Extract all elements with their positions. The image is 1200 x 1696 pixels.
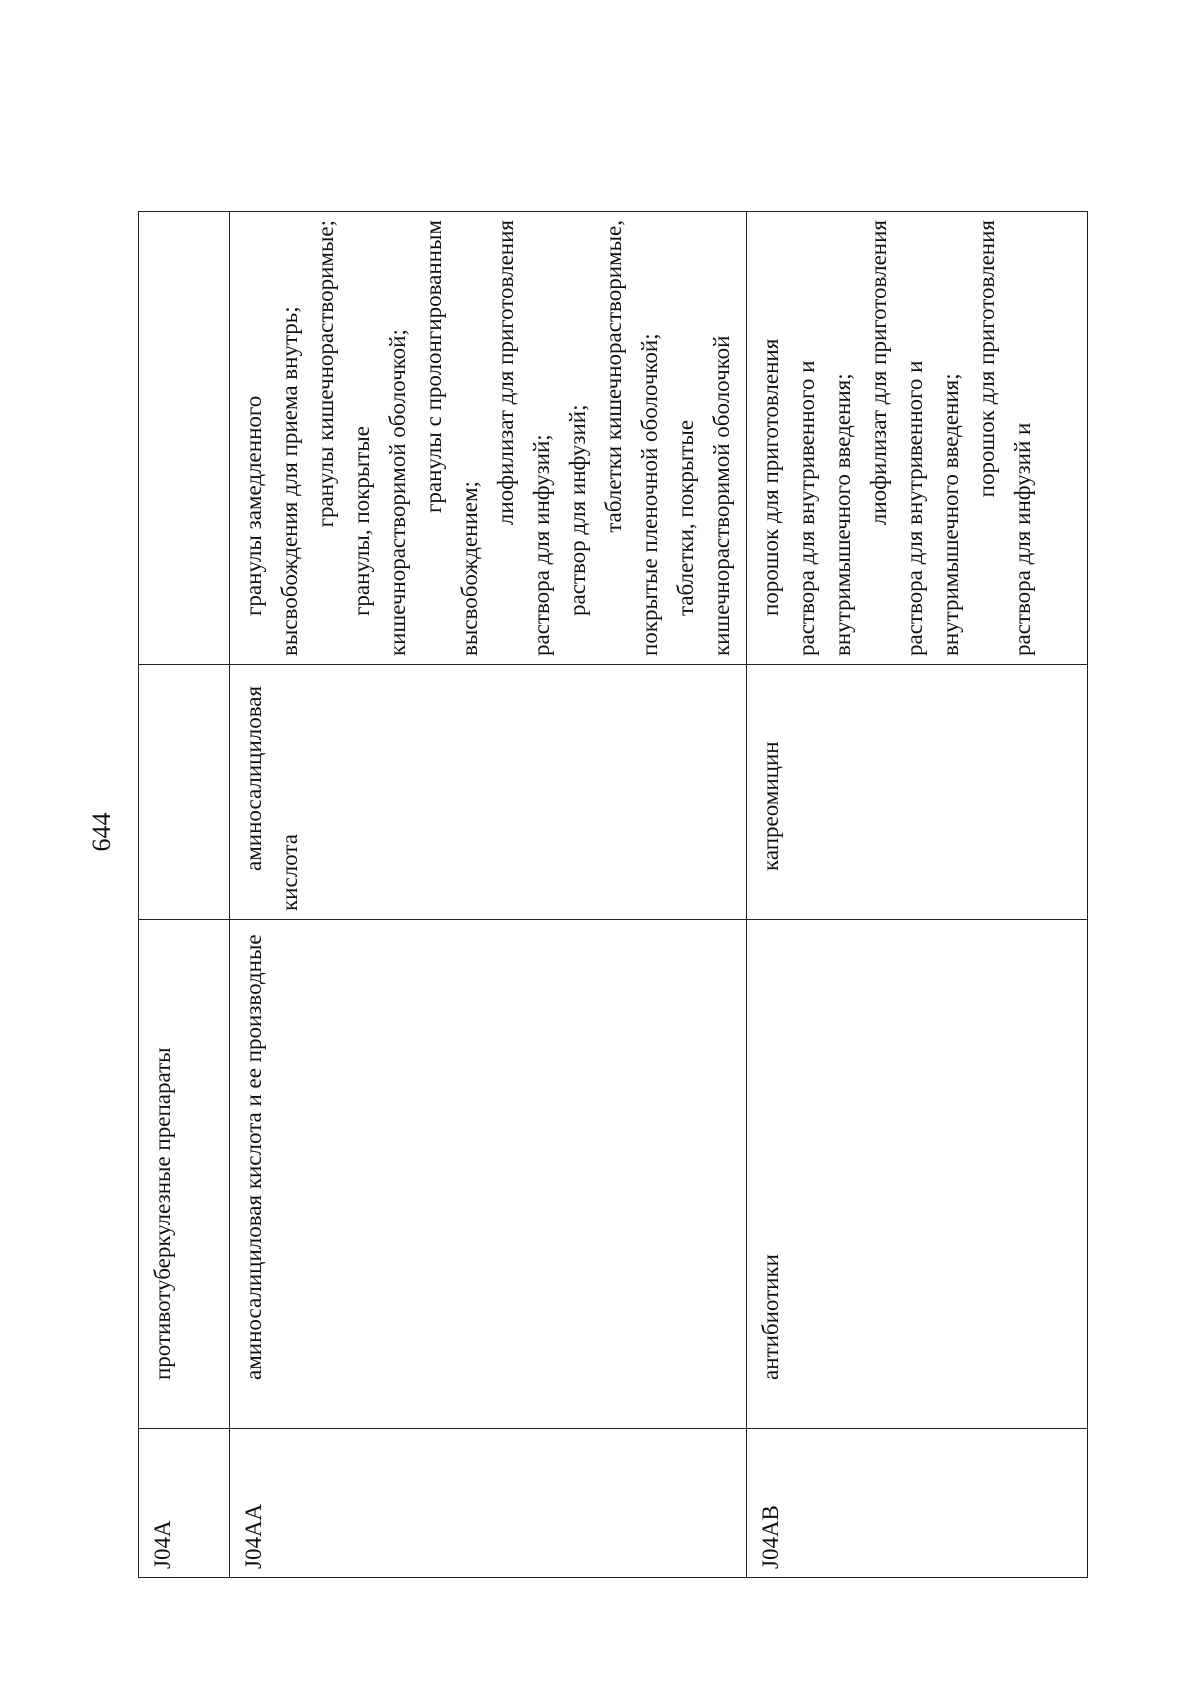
group-name-cell: антибиотики — [747, 920, 1088, 1429]
dosage-form-line: раствора для инфузий и — [1010, 422, 1035, 656]
drug-name-cell: капреомицин — [747, 665, 1088, 920]
dosage-form-line: раствора для внутривенного и — [902, 360, 927, 656]
drug-name-cell: аминосалициловая кислота — [230, 665, 747, 920]
table-row — [139, 212, 230, 1578]
dosage-form-line: таблетки, покрытые — [673, 419, 698, 616]
dosage-forms-cell — [139, 212, 230, 665]
dosage-form-line: таблетки кишечнорастворимые, — [601, 220, 626, 533]
rotated-table-container — [138, 212, 1088, 1578]
group-name-cell: аминосалициловая кислота и ее производные — [230, 920, 747, 1429]
dosage-form-line: раствора для инфузий; — [529, 434, 554, 656]
dosage-form-line: порошок для приготовления — [758, 338, 783, 616]
dosage-form-line: высвобождением; — [457, 481, 482, 656]
drug-table — [138, 211, 1088, 1578]
table-row — [230, 212, 747, 1578]
dosage-form-line: гранулы, покрытые — [349, 425, 374, 616]
dosage-form-line: порошок для приготовления — [974, 220, 999, 498]
table-row — [747, 212, 1088, 1578]
dosage-form-line: высвобождения для приема внутрь; — [277, 306, 302, 656]
page-number: 644 — [87, 812, 116, 852]
dosage-form-line: гранулы замедленного — [241, 395, 266, 616]
atc-code-cell: J04AB — [747, 1429, 1088, 1578]
dosage-form-line: раствор для инфузий; — [565, 404, 590, 616]
dosage-form-line: гранулы кишечнорастворимые; — [313, 220, 338, 528]
dosage-forms-cell — [747, 212, 1088, 665]
dosage-form-line: гранулы с пролонгированным — [421, 220, 446, 514]
dosage-form-line: лиофилизат для приготовления — [866, 220, 891, 526]
group-name-cell: противотуберкулезные препараты — [139, 920, 230, 1429]
dosage-form-line: кишечнорастворимой оболочкой; — [385, 329, 410, 656]
atc-code-cell: J04A — [139, 1429, 230, 1578]
dosage-form-line: внутримышечного введения; — [830, 373, 855, 656]
dosage-form-line: лиофилизат для приготовления — [493, 220, 518, 526]
dosage-form-line: кишечнорастворимой оболочкой — [709, 335, 734, 656]
dosage-form-line: покрытые пленочной оболочкой; — [637, 333, 662, 656]
dosage-form-line: раствора для внутривенного и — [794, 360, 819, 656]
drug-name-cell — [139, 665, 230, 920]
dosage-form-line: внутримышечного введения; — [938, 373, 963, 656]
dosage-forms-cell — [230, 212, 747, 665]
atc-code-cell: J04AA — [230, 1429, 747, 1578]
